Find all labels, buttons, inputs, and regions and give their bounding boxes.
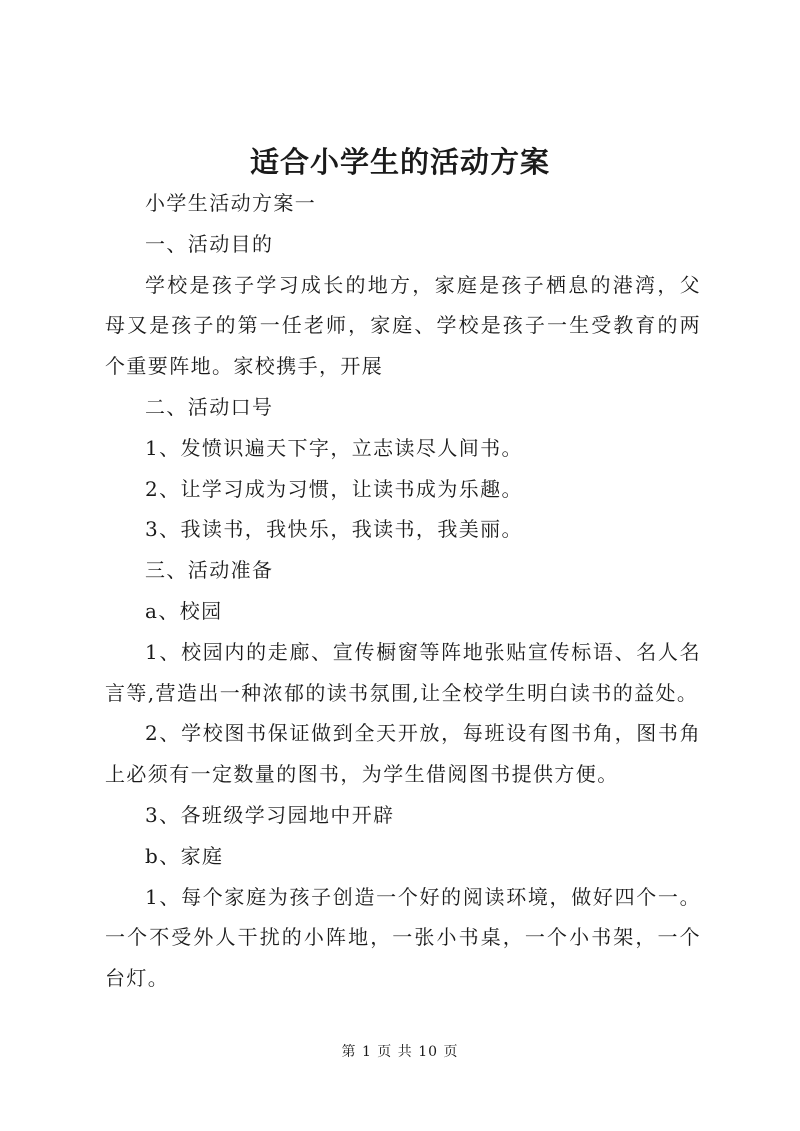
section-heading: 三、活动准备	[145, 558, 274, 583]
document-body	[105, 183, 701, 999]
paragraph: 小学生活动方案一	[145, 191, 317, 215]
paragraph: 3、各班级学习园地中开辟	[145, 802, 395, 827]
page-footer: 第 1 页 共 10 页	[341, 1044, 459, 1060]
paragraph: 3、我读书，我快乐，我读书，我美丽。	[145, 517, 523, 542]
section-heading: 二、活动口号	[145, 394, 274, 419]
document-title: 适合小学生的活动方案	[249, 145, 550, 179]
paragraph: 1、发愤识遍天下字，立志读尽人间书。	[145, 435, 523, 460]
paragraph: 1、校园内的走廊、宣传橱窗等阵地张贴宣传标语、名人名言等,营造出一种浓郁的读书氛围,让全校学生明白读书的益处。	[105, 639, 701, 705]
paragraph: 2、学校图书保证做到全天开放，每班设有图书角，图书角上必须有一定数量的图书，为学生借阅图书提供方便。	[105, 721, 701, 787]
subsection-heading: a、校园	[145, 598, 223, 623]
section-heading: 一、活动目的	[145, 231, 274, 256]
paragraph: 学校是孩子学习成长的地方，家庭是孩子栖息的港湾，父母又是孩子的第一任老师，家庭、学校是孩子一生受教育的两个重要阵地。家校携手，开展	[105, 272, 701, 379]
paragraph: 1、每个家庭为孩子创造一个好的阅读环境，做好四个一。一个不受外人干扰的小阵地，一张小书桌，一个小书架，一个台灯。	[105, 884, 701, 991]
subsection-heading: b、家庭	[145, 843, 224, 868]
paragraph: 2、让学习成为习惯，让读书成为乐趣。	[145, 476, 523, 501]
